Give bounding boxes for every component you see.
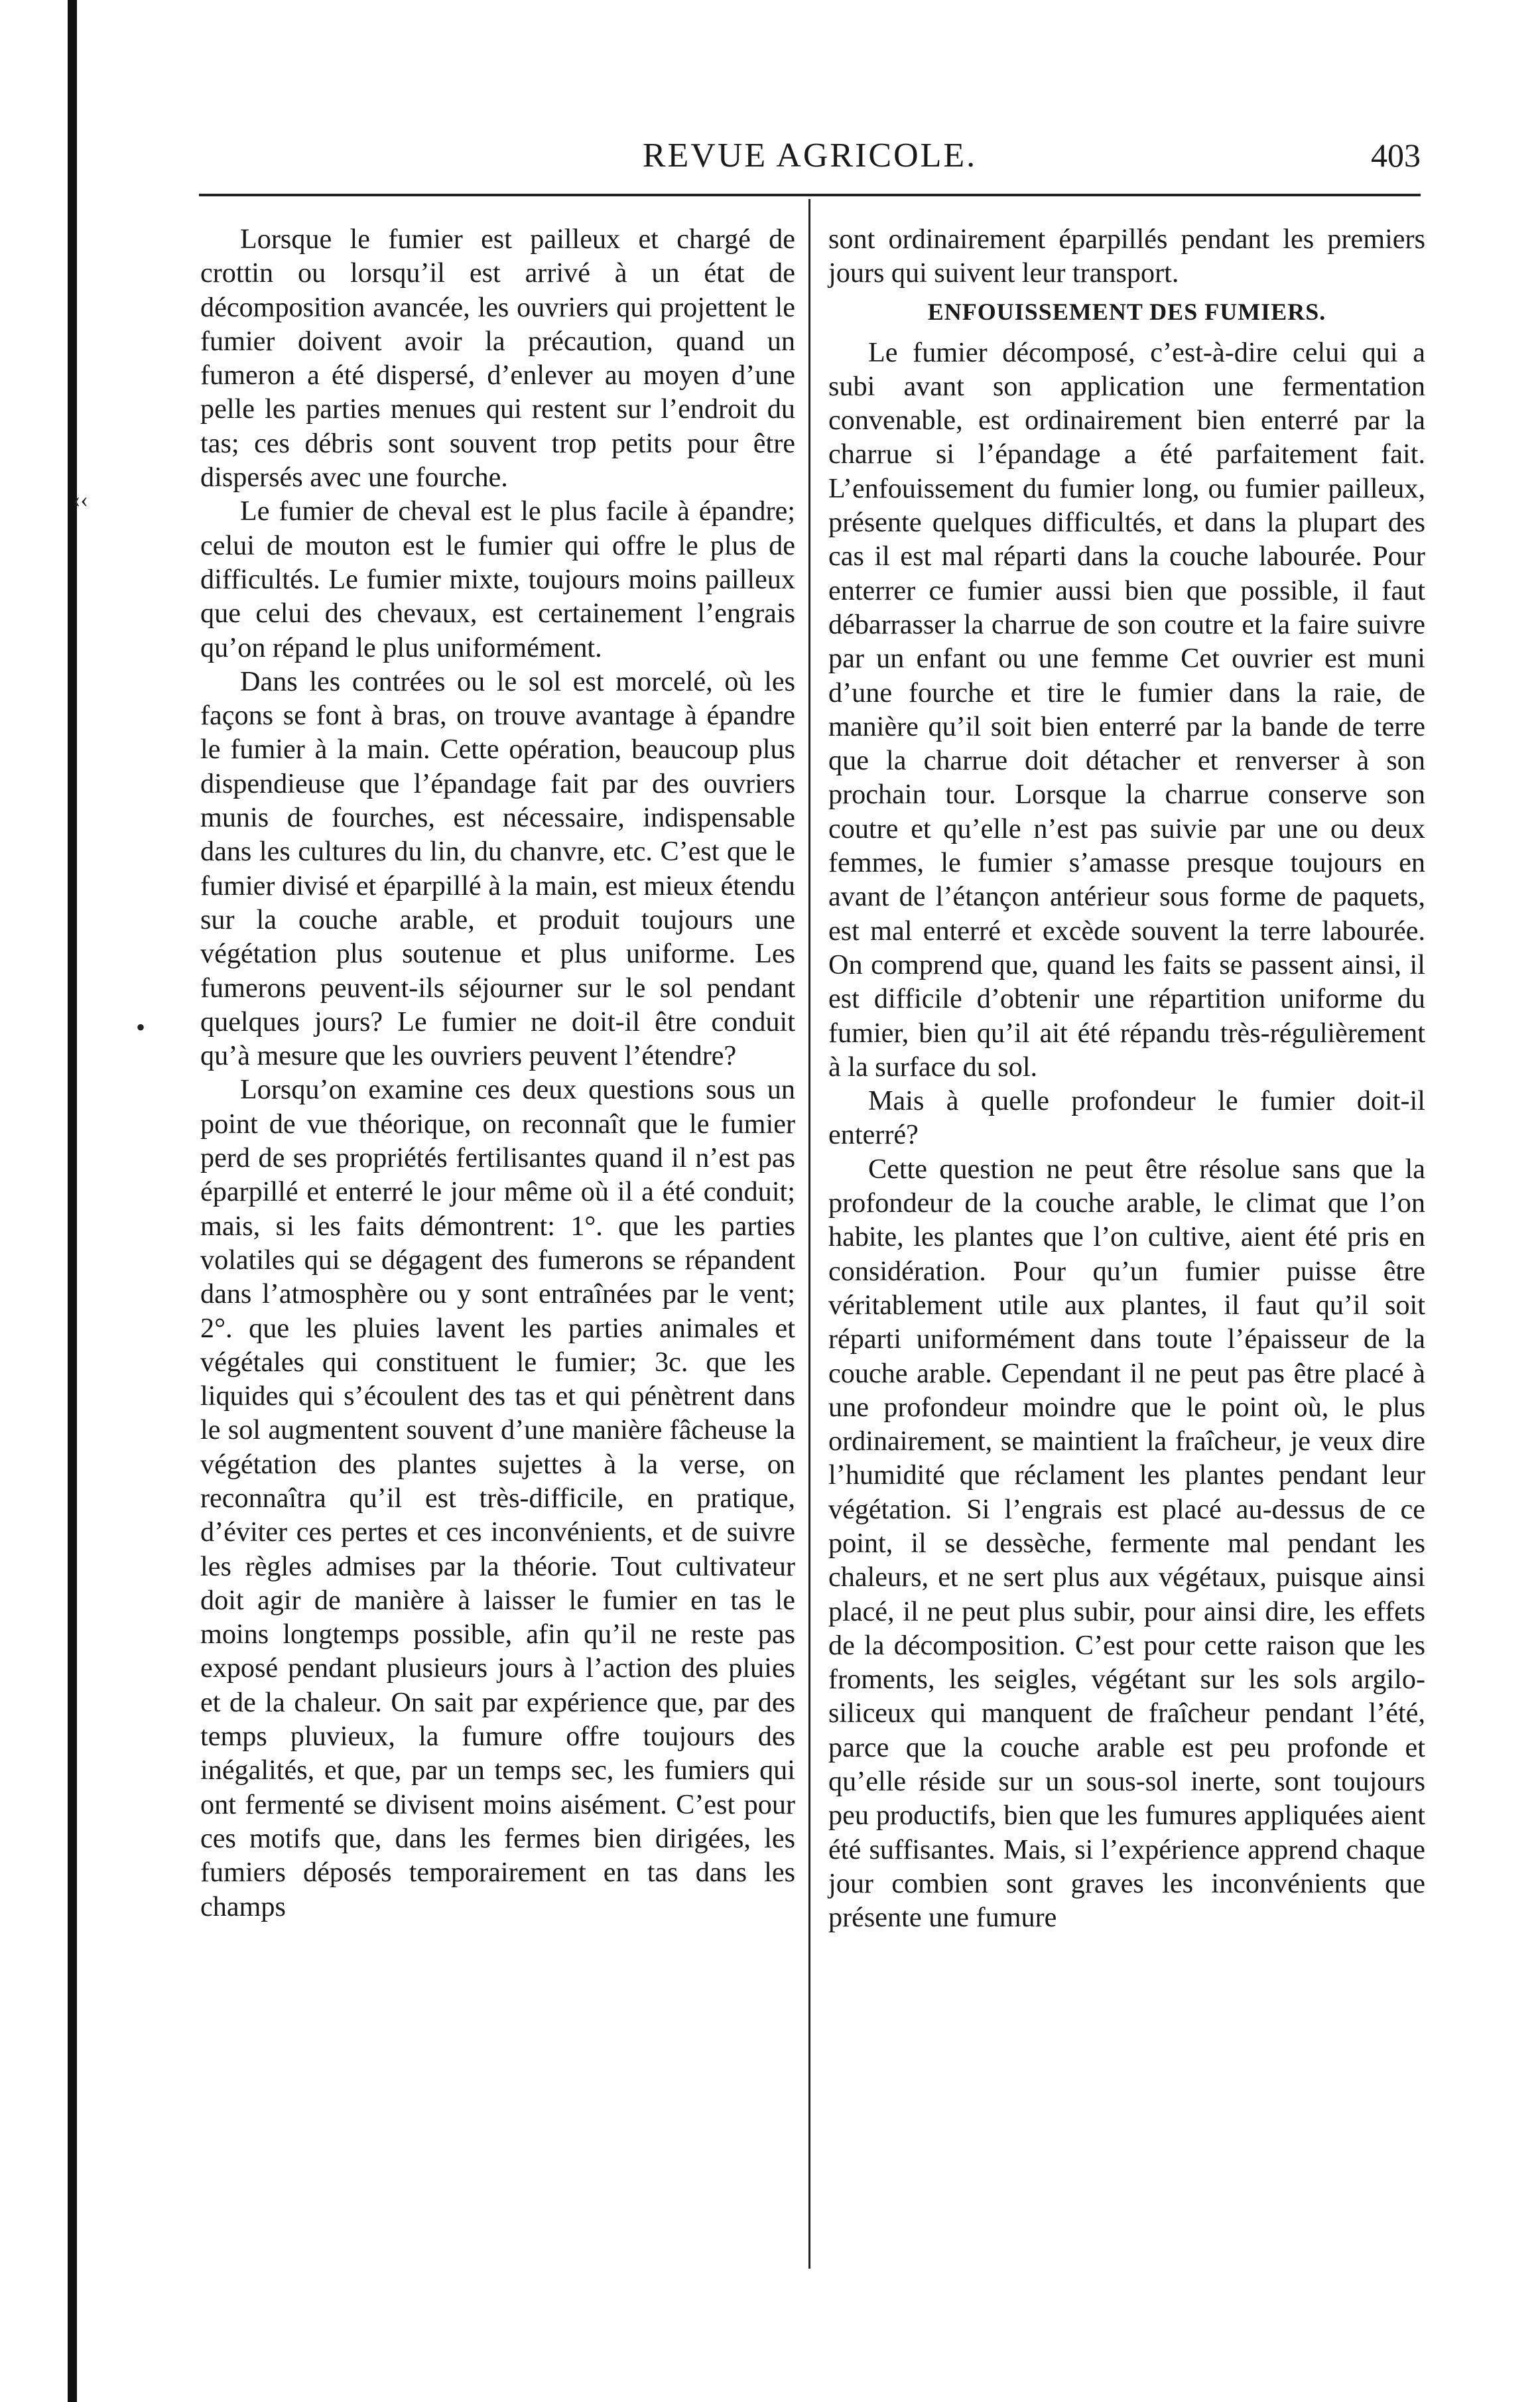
paragraph: Dans les contrées ou le sol est morcelé, où les façons se font à bras, on trouve avantage à épandre le fumier à la main. Cette opération, beaucoup plus dispendieuse que l’épandage fait par des ouvriers munis de fourches, est nécessaire, indispensable dans les cultures du lin, du chanvre, etc. C’est que le fumier divisé et éparpillé à la main, est mieux étendu sur la couche arable, et produit toujours une végétation plus soutenue et plus uniforme. Les fumerons peuvent-ils séjourner sur le sol pendant quelques jours? Le fumier ne doit-il être conduit qu’à mesure que les ouvriers peuvent l’étendre? <box>200 665 795 1072</box>
continued-paragraph: sont ordinairement éparpillés pendant les premiers jours qui suivent leur transport. <box>828 224 1425 289</box>
paragraph: Le fumier de cheval est le plus facile à épandre; celui de mouton est le fumier qui offre le plus de difficultés. Le fumier mixte, toujours moins pailleux que celui des chevaux, est certainement l’engrais qu’on répand le plus uniformément. <box>200 496 795 663</box>
page-number: 403 <box>1371 137 1421 174</box>
column-divider <box>808 199 810 2269</box>
margin-mark: • <box>136 1012 146 1042</box>
paragraph: Lorsque le fumier est pailleux et chargé de crottin ou lorsqu’il est arrivé à un état de décomposition avancée, les ouvriers qui projettent le fumier doivent avoir la précaution, quand un fumeron a été dispersé, d’enlever au moyen d’une pelle les parties menues qui restent sur l’endroit du tas; ces débris sont souvent trop petits pour être dispersés avec une fourche. <box>200 224 795 494</box>
paragraph: Mais à quelle profondeur le fumier doit-il enterré? <box>828 1085 1425 1151</box>
binding-edge <box>68 0 77 2402</box>
right-column <box>828 222 1425 1935</box>
paragraph: Cette question ne peut être résolue sans que la profondeur de la couche arable, le climat que l’on habite, les plantes que l’on cultive, aient été pris en considération. Pour qu’un fumier puisse être véritablement utile aux plantes, il faut qu’il soit réparti uniformément dans toute l’épaisseur de la couche arable. Cependant il ne peut pas être placé à une profondeur moindre que le point où, le plus ordinairement, se maintient la fraîcheur, je veux dire l’humidité que réclament les plantes pendant leur végétation. Si l’engrais est placé au-dessus de ce point, il se dessèche, fermente mal pendant les chaleurs, et ne sert plus aux végétaux, puisque ainsi placé, il ne peut plus subir, pour ainsi dire, les effets de la décomposition. C’est pour cette raison que les froments, les seigles, végétant sur les sols argilo-siliceux qui manquent de fraîcheur pendant l’été, parce que la couche arable est peu profonde et qu’elle réside sur un sous-sol inerte, sont toujours peu productifs, bien que les fumures appliquées aient été suffisantes. Mais, si l’expérience apprend chaque jour combien sont graves les inconvénients que présente une fumure <box>828 1153 1425 1934</box>
page-header <box>199 136 1421 182</box>
left-column <box>200 222 795 1924</box>
margin-mark: ‹‹ <box>73 488 88 512</box>
paragraph: Lorsqu’on examine ces deux questions sous un point de vue théorique, on reconnaît que le fumier perd de ses propriétés fertilisantes quand il n’est pas éparpillé et enterré le jour même où il a été conduit; mais, si les faits démontrent: 1°. que les parties volatiles qui se dégagent des fumerons se répandent dans l’atmosphère ou y sont entraînées par le vent; 2°. que les pluies lavent les parties animales et végétales qui constituent le fumier; 3c. que les liquides qui s’écoulent des tas et qui pénètrent dans le sol augmentent souvent d’une manière fâcheuse la végétation des plantes sujettes à la verse, on reconnaîtra qu’il est très-difficile, en pratique, d’éviter ces pertes et ces inconvénients, et de suivre les règles admises par la théorie. Tout cultivateur doit agir de manière à laisser le fumier en tas le moins longtemps possible, afin qu’il ne reste pas exposé pendant plusieurs jours à l’action des pluies et de la chaleur. On sait par expérience que, par des temps pluvieux, la fumure offre toujours des inégalités, et que, par un temps sec, les fumiers qui ont fermenté se divisent moins aisément. C’est pour ces motifs que, dans les fermes bien dirigées, les fumiers déposés temporairement en tas dans les champs <box>200 1074 795 1922</box>
section-heading: ENFOUISSEMENT DES FUMIERS. <box>927 298 1326 325</box>
header-rule <box>199 194 1421 196</box>
running-title: REVUE AGRICOLE. <box>642 137 978 174</box>
paragraph: Le fumier décomposé, c’est-à-dire celui qui a subi avant son application une fermentation convenable, est ordinairement bien enterré par la charrue si l’épandage a été parfaitement fait. L’enfouissement du fumier long, ou fumier pailleux, présente quelques difficultés, et dans la plupart des cas il est mal réparti dans la couche labourée. Pour enterrer ce fumier aussi bien que possible, il faut débarrasser la charrue de son coutre et la faire suivre par un enfant ou une femme Cet ouvrier est muni d’une fourche et tire le fumier dans la raie, de manière qu’il soit bien enterré par la bande de terre que la charrue doit détacher et renverser à son prochain tour. Lorsque la charrue conserve son coutre et qu’elle n’est pas suivie par une ou deux femmes, le fumier s’amasse presque toujours en avant de l’étançon antérieur sous forme de paquets, est mal enterré et excède souvent la terre labourée. On comprend que, quand les faits se passent ainsi, il est difficile d’obtenir une répartition uniforme du fumier, bien qu’il ait été répandu très-régulièrement à la surface du sol. <box>828 336 1425 1083</box>
